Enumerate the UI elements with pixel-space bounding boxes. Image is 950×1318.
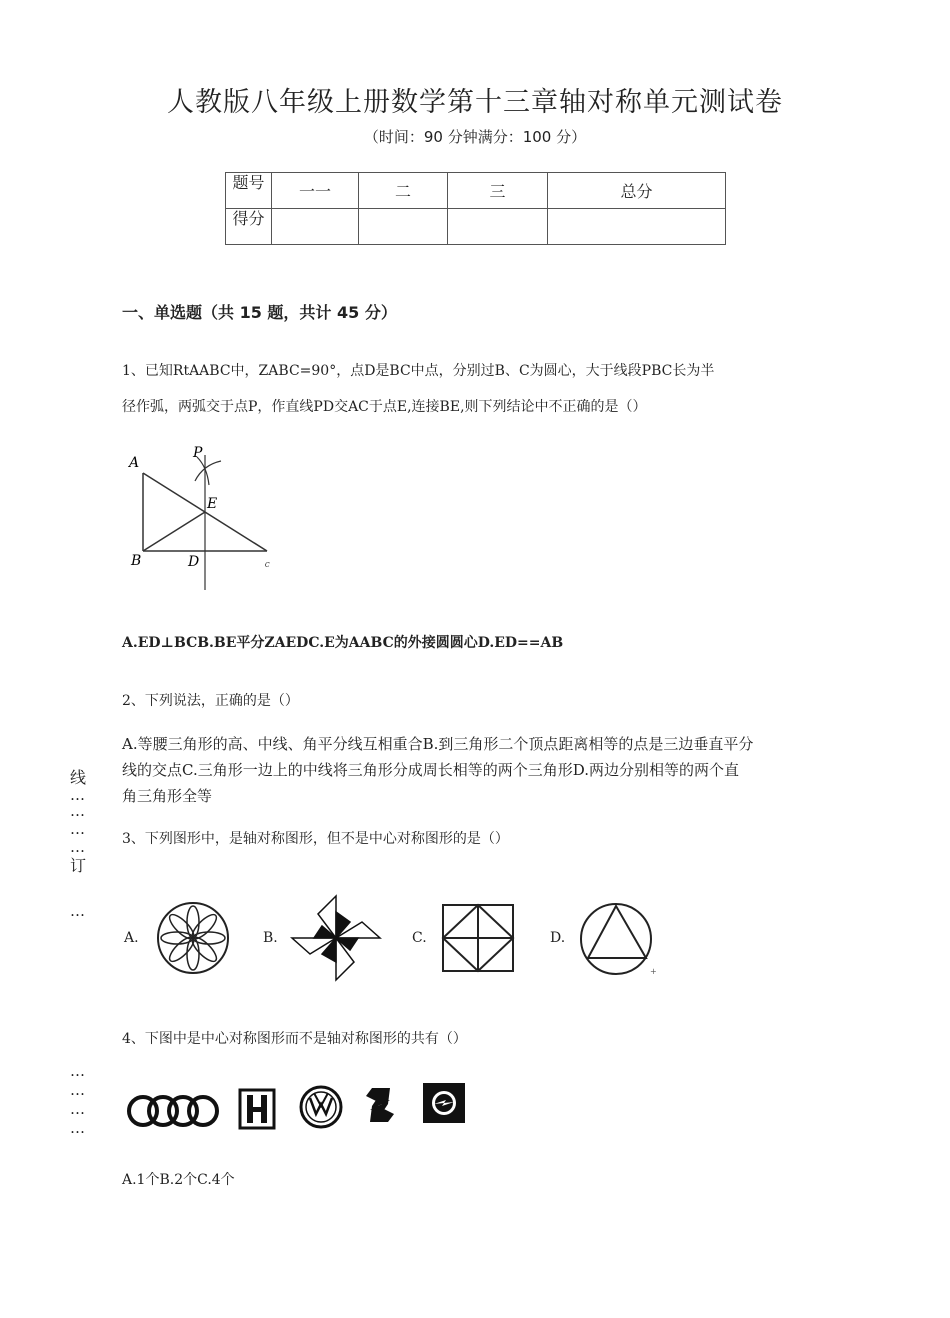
score-table-header-row (226, 173, 726, 209)
label-b: B (131, 553, 142, 569)
honda-logo (236, 1086, 278, 1132)
label-p: P (193, 445, 203, 461)
arc-from-c (197, 457, 209, 485)
score-cell (448, 209, 548, 245)
score-cell (548, 209, 726, 245)
suzuki-logo (360, 1082, 400, 1128)
binding-dots: … (70, 1100, 84, 1118)
question-2-options-line-1: A.等腰三角形的高、中线、角平分线互相重合B.到三角形二个顶点距离相等的点是三边垂直平分 (122, 735, 754, 753)
binding-order-char: 订 (70, 856, 87, 875)
triangle-in-circle-figure (578, 900, 662, 978)
exam-info: （时间：90 分钟满分：100 分） (363, 128, 587, 146)
label-d: D (188, 554, 200, 570)
svg-text:+: + (650, 967, 657, 976)
question-4-options: A.1个B.2个C.4个 (122, 1172, 235, 1188)
score-header-cell: 总分 (548, 173, 726, 209)
audi-rings-logo (125, 1090, 221, 1132)
binding-dots: … (70, 786, 84, 804)
binding-dots: … (70, 820, 84, 838)
flower-circle-figure (155, 900, 231, 976)
question-3-stem: 3、下列图形中，是轴对称图形，但不是中心对称图形的是（） (122, 831, 509, 847)
pinwheel-figure (288, 892, 384, 984)
square-diamond-figure (440, 902, 516, 974)
score-header-cell: 题号 (226, 173, 272, 209)
score-table-score-row (226, 209, 726, 245)
binding-dots: … (70, 1062, 84, 1080)
option-c-label: C. (412, 930, 427, 946)
question-4-stem: 4、下图中是中心对称图形而不是轴对称图形的共有（） (122, 1031, 467, 1047)
score-cell (359, 209, 448, 245)
binding-dots: … (70, 1119, 84, 1137)
binding-line-char: 线 (70, 768, 87, 787)
question-2-stem: 2、下列说法，正确的是（） (122, 693, 299, 709)
page-title: 人教版八年级上册数学第十三章轴对称单元测试卷 (167, 87, 783, 118)
score-cell (272, 209, 359, 245)
section-heading: 一、单选题（共 15 题，共计 45 分） (122, 303, 397, 322)
question-1-line-2: 径作弧，两弧交于点P，作直线PD交AC于点E,连接BE,则下列结论中不正确的是（） (122, 399, 647, 415)
label-e: E (207, 496, 218, 512)
segment-be (143, 512, 205, 551)
binding-dots: … (70, 838, 84, 856)
question-1-figure (125, 445, 275, 595)
question-2-options-line-3: 角三角形全等 (122, 787, 213, 805)
label-a: A (129, 455, 140, 471)
volkswagen-logo (298, 1084, 344, 1130)
question-2-options-line-2: 线的交点C.三角形一边上的中线将三角形分成周长相等的两个三角形D.两边分别相等的两个直 (122, 761, 739, 779)
binding-dots: … (70, 802, 84, 820)
score-header-cell: 二 (359, 173, 448, 209)
binding-dots: … (70, 902, 84, 920)
score-header-cell: 三 (448, 173, 548, 209)
score-header-cell: 一一 (272, 173, 359, 209)
opel-logo (420, 1080, 468, 1126)
label-c: C (265, 562, 270, 569)
score-row-label: 得分 (226, 209, 272, 245)
option-b-label: B. (263, 930, 278, 946)
score-table (225, 172, 726, 245)
option-d-label: D. (550, 930, 566, 946)
binding-dots: … (70, 1081, 84, 1099)
option-a-label: A. (124, 930, 139, 946)
question-1-line-1: 1、已知RtAABC中，ZABC=90°，点D是BC中点，分别过B、C为圆心，大于线段PBC长为半 (122, 363, 715, 379)
question-1-options: A.ED⊥BCB.BE平分ZAEDC.E为AABC的外接圆圆心D.ED==AB (122, 635, 564, 651)
